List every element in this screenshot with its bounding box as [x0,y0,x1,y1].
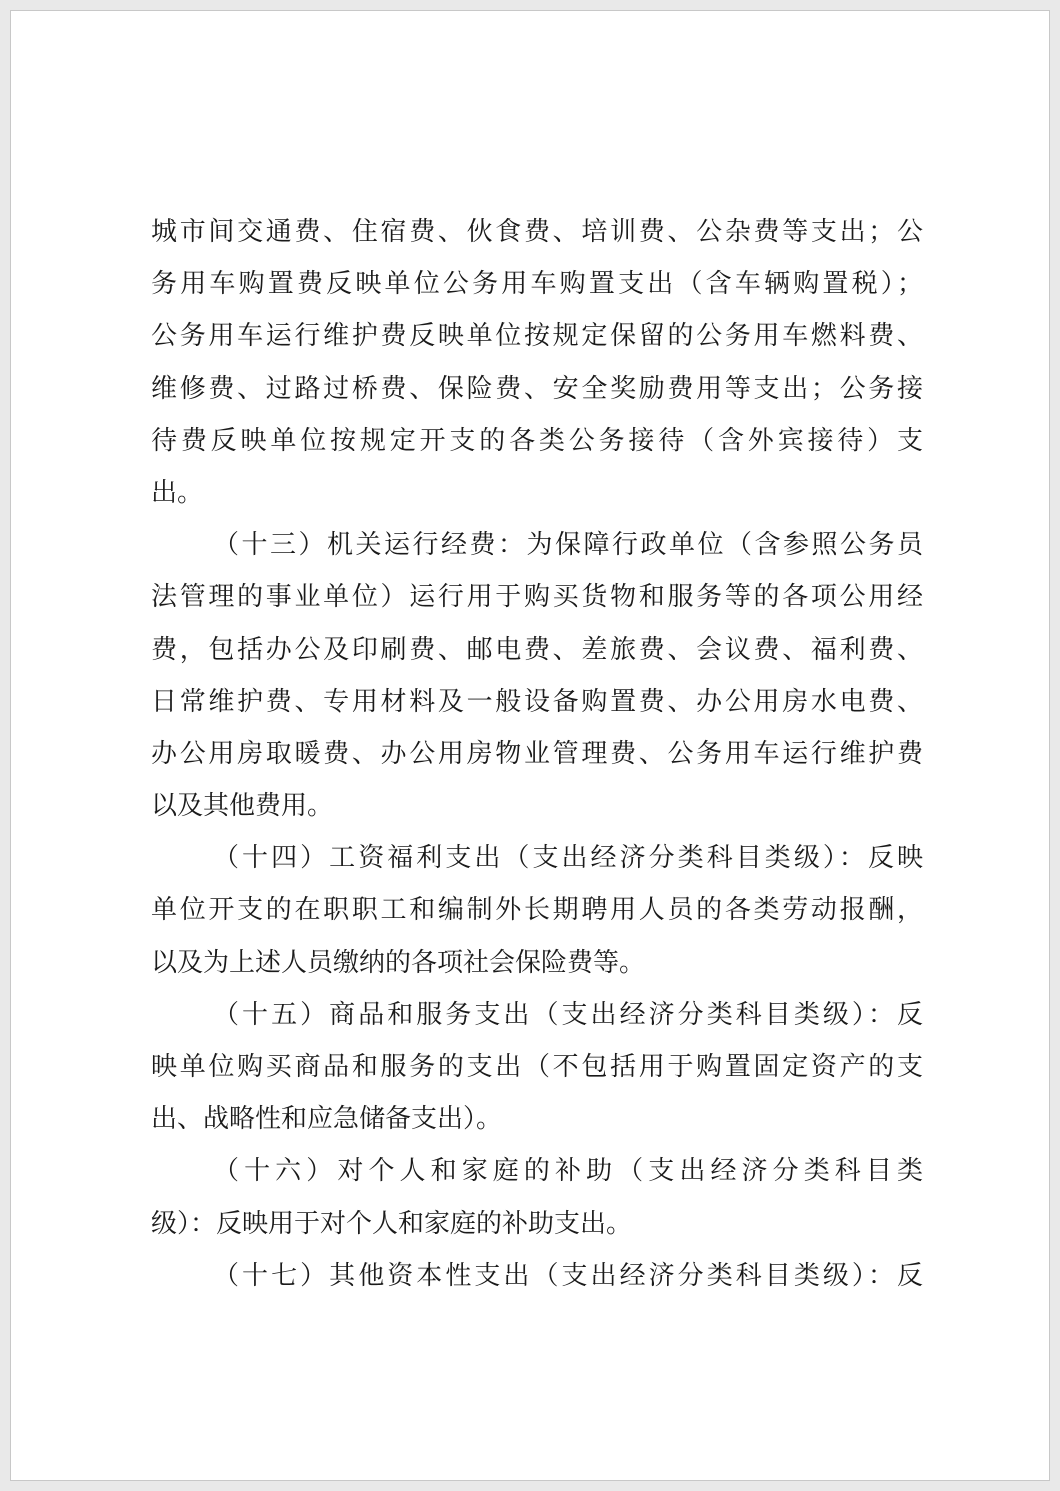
text-line: 费，包括办公及印刷费、邮电费、差旅费、会议费、福利费、 [151,634,923,665]
document-body [151,206,923,1302]
text-line: 出、战略性和应急储备支出）。 [151,1104,503,1135]
text-line: 级）：反映用于对个人和家庭的补助支出。 [151,1208,633,1239]
text-line: 以及其他费用。 [151,791,334,822]
text-line: 公务用车运行维护费反映单位按规定保留的公务用车燃料费、 [151,321,923,352]
section-heading-15: （十五）商品和服务支出（支出经济分类科目类级）：反 [213,999,923,1030]
text-line: 办公用房取暖费、办公用房物业管理费、公务用车运行维护费 [151,738,923,769]
text-line: 务用车购置费反映单位公务用车购置支出（含车辆购置税）； [151,269,923,300]
document-page [10,10,1050,1481]
section-heading-16: （十六）对个人和家庭的补助（支出经济分类科目类 [213,1156,923,1187]
text-line: 映单位购买商品和服务的支出（不包括用于购置固定资产的支 [151,1052,923,1082]
text-line: 以及为上述人员缴纳的各项社会保险费等。 [151,947,646,978]
text-line: 出。 [151,477,204,508]
text-line: 法管理的事业单位）运行用于购买货物和服务等的各项公用经 [151,582,923,613]
text-line: 单位开支的在职职工和编制外长期聘用人员的各类劳动报酬， [151,895,923,926]
text-line: 待费反映单位按规定开支的各类公务接待（含外宾接待）支 [151,425,923,456]
text-line: 维修费、过路过桥费、保险费、安全奖励费用等支出；公务接 [151,373,923,404]
section-heading-13: （十三）机关运行经费：为保障行政单位（含参照公务员 [213,530,923,561]
text-line: 日常维护费、专用材料及一般设备购置费、办公用房水电费、 [151,686,923,717]
section-heading-17: （十七）其他资本性支出（支出经济分类科目类级）：反 [213,1260,923,1291]
section-heading-14: （十四）工资福利支出（支出经济分类科目类级）：反映 [213,843,923,874]
text-line: 城市间交通费、住宿费、伙食费、培训费、公杂费等支出；公 [151,217,923,247]
